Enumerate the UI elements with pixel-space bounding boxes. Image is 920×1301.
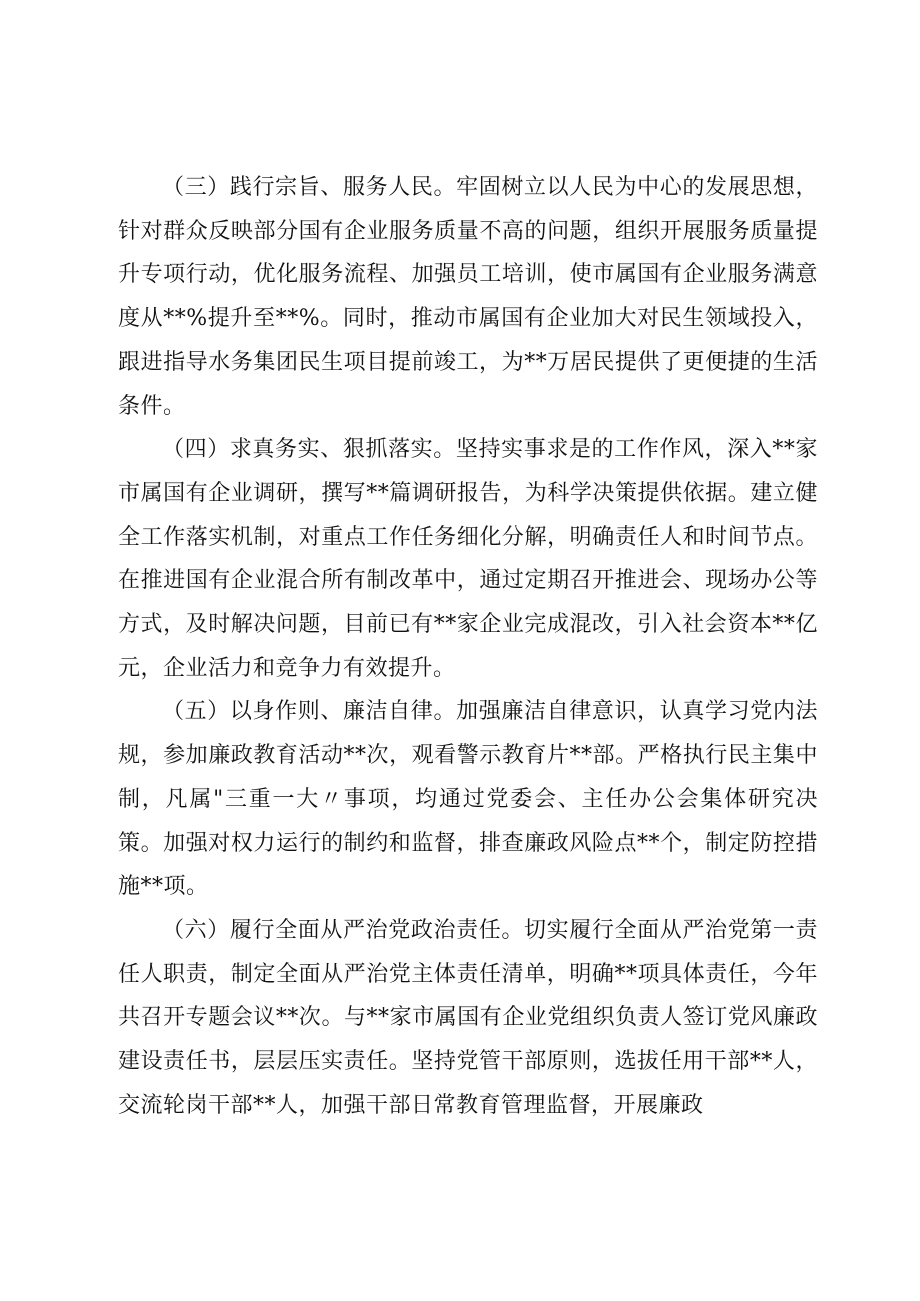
paragraph-3-serve-people: （三）践行宗旨、服务人民。牢固树立以人民为中心的发展思想，针对群众反映部分国有企业服务质量不高的问题，组织开展服务质量提升专项行动，优化服务流程、加强员工培训，使市属国有企业服务满意度从**%提升至**%。同时，推动市属国有企业加大对民生领域投入，跟进指导水务集团民生项目提前竣工，为**万居民提供了更便捷的生活条件。 <box>118 175 818 419</box>
paragraph-5-integrity-self-discipline: （五）以身作则、廉洁自律。加强廉洁自律意识，认真学习党内法规，参加廉政教育活动**次，观看警示教育片**部。严格执行民主集中制，凡属"三重一大〃事项，均通过党委会、主任办公会集体研究决策。加强对权力运行的制约和监督，排查廉政风险点**个，制定防控措施**项。 <box>118 699 818 900</box>
paragraph-4-pragmatic-implementation: （四）求真务实、狠抓落实。坚持实事求是的工作作风，深入**家市属国有企业调研，撰写**篇调研报告，为科学决策提供依据。建立健全工作落实机制，对重点工作任务细化分解，明确责任人和时间节点。在推进国有企业混合所有制改革中，通过定期召开推进会、现场办公等方式，及时解决问题，目前已有**家企业完成混改，引入社会资本**亿元，企业活力和竞争力有效提升。 <box>118 437 818 681</box>
paragraph-6-party-governance-responsibility: （六）履行全面从严治党政治责任。切实履行全面从严治党第一责任人职责，制定全面从严治党主体责任清单，明确**项具体责任，今年共召开专题会议**次。与**家市属国有企业党组织负责人签订党风廉政建设责任书，层层压实责任。坚持党管干部原则，选拔任用干部**人，交流轮岗干部**人，加强干部日常教育管理监督，开展廉政 <box>118 917 818 1118</box>
document-body <box>118 166 818 1127</box>
